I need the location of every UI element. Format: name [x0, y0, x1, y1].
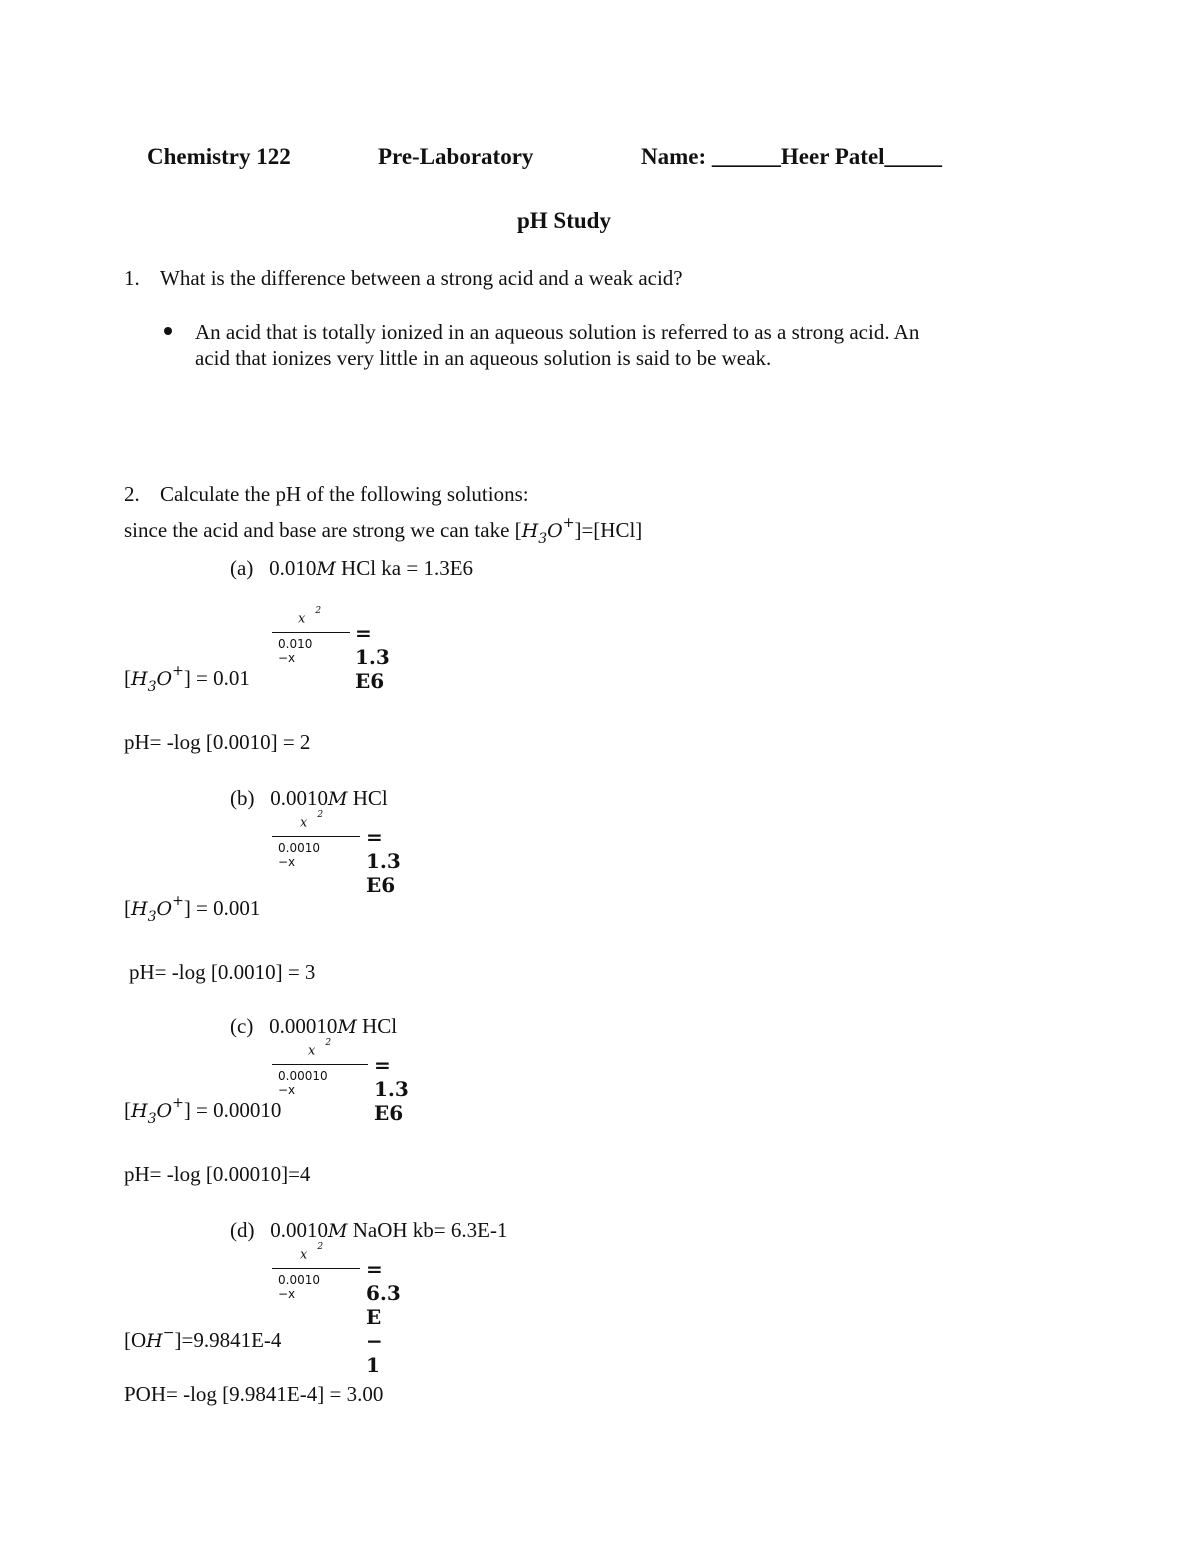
part-b-conc: 0.0010 — [270, 786, 328, 810]
part-a-prompt — [230, 556, 473, 581]
q1-number: 1. — [124, 266, 140, 290]
part-d-oh-result: ]=9.9841E-4 — [174, 1328, 282, 1352]
part-b-h3o: $[H_3O^+] = 0.001$ — [124, 893, 261, 925]
equation-numerator: $x^2$ — [300, 810, 324, 831]
q2-note — [124, 515, 643, 547]
q1-question: What is the difference between a strong acid and a weak acid? — [160, 266, 683, 290]
fraction-bar — [272, 836, 360, 837]
part-d-solute: NaOH kb= 6.3E-1 — [352, 1218, 508, 1242]
part-c-conc: 0.00010 — [269, 1014, 338, 1038]
course-title: Chemistry 122 — [147, 144, 291, 169]
equation-rhs: = 1.3 E6 — [374, 1053, 409, 1125]
q2-note-suffix: ]=[HCl] — [574, 518, 643, 542]
part-a-label: (a) — [230, 556, 254, 580]
equation-denominator: 0.010 −x — [278, 637, 313, 665]
fraction-bar — [272, 1064, 368, 1065]
equation-denominator: 0.0010 −x — [278, 1273, 320, 1301]
part-b-label: (b) — [230, 786, 255, 810]
equation-numerator: $x^2$ — [300, 1242, 324, 1263]
part-c-solute: HCl — [362, 1014, 398, 1038]
part-d-poh: POH= -log [9.9841E-4] = 3.00 — [124, 1382, 384, 1406]
part-b-ph: pH= -log [0.0010] = 3 — [129, 960, 316, 984]
q2-number: 2. — [124, 482, 140, 506]
q1-answer-line1: An acid that is totally ionized in an aqueous solution is referred to as a strong acid. An — [195, 320, 920, 344]
part-d-conc: 0.0010 — [270, 1218, 328, 1242]
h3o-formula: $H_3O^+$ — [131, 1095, 184, 1127]
part-a-h3o: $[H_3O^+] = 0.01$ — [124, 663, 250, 695]
h3o-formula: $H_3O^+$ — [131, 663, 184, 695]
bullet-icon — [164, 327, 172, 335]
part-c-conc-result: ] = 0.00010 — [183, 1098, 282, 1122]
fraction-bar — [272, 632, 350, 633]
part-d-oh: [OH−]=9.9841E-4 — [124, 1325, 282, 1352]
equation-rhs: = 6.3 E − 1 — [366, 1257, 401, 1377]
q1-answer-line2: acid that ionizes very little in an aqueous solution is said to be weak. — [195, 346, 772, 370]
fraction-bar — [272, 1268, 360, 1269]
h3o-formula: $H_3O^+$ — [521, 515, 575, 547]
q2-note-prefix: since the acid and base are strong we can take [ — [124, 518, 522, 542]
part-a-unit: M — [316, 558, 336, 580]
part-a-solute: HCl ka = 1.3E6 — [341, 556, 474, 580]
part-a-ph: pH= -log [0.0010] = 2 — [124, 730, 311, 754]
equation-rhs: = 1.3 E6 — [366, 825, 401, 897]
student-name: Name: ______Heer Patel_____ — [641, 144, 943, 169]
part-d-unit: M — [328, 1220, 348, 1242]
part-b-conc-result: ] = 0.001 — [183, 896, 261, 920]
part-d-label: (d) — [230, 1218, 255, 1242]
part-b-solute: HCl — [352, 786, 388, 810]
q2-question: Calculate the pH of the following solutions: — [160, 482, 529, 506]
equation-denominator: 0.00010 −x — [278, 1069, 328, 1097]
part-c-prompt — [230, 1014, 397, 1039]
equation-numerator: $x^2$ — [308, 1038, 332, 1059]
equation-numerator: $x^2$ — [298, 606, 322, 627]
part-a-conc-result: ] = 0.01 — [183, 666, 250, 690]
part-c-ph: pH= -log [0.00010]=4 — [124, 1162, 311, 1186]
section-title: Pre-Laboratory — [378, 144, 534, 169]
part-a-conc: 0.010 — [269, 556, 317, 580]
part-b-unit: M — [328, 788, 348, 810]
part-c-label: (c) — [230, 1014, 254, 1038]
equation-denominator: 0.0010 −x — [278, 841, 320, 869]
part-c-h3o: $[H_3O^+] = 0.00010$ — [124, 1095, 282, 1127]
part-d-prompt — [230, 1218, 507, 1243]
oh-formula: H− — [146, 1325, 175, 1352]
equation-rhs: = 1.3 E6 — [355, 621, 390, 693]
part-b-prompt — [230, 786, 388, 811]
h3o-formula: $H_3O^+$ — [131, 893, 184, 925]
page-title: pH Study — [517, 208, 611, 233]
part-c-unit: M — [337, 1016, 357, 1038]
